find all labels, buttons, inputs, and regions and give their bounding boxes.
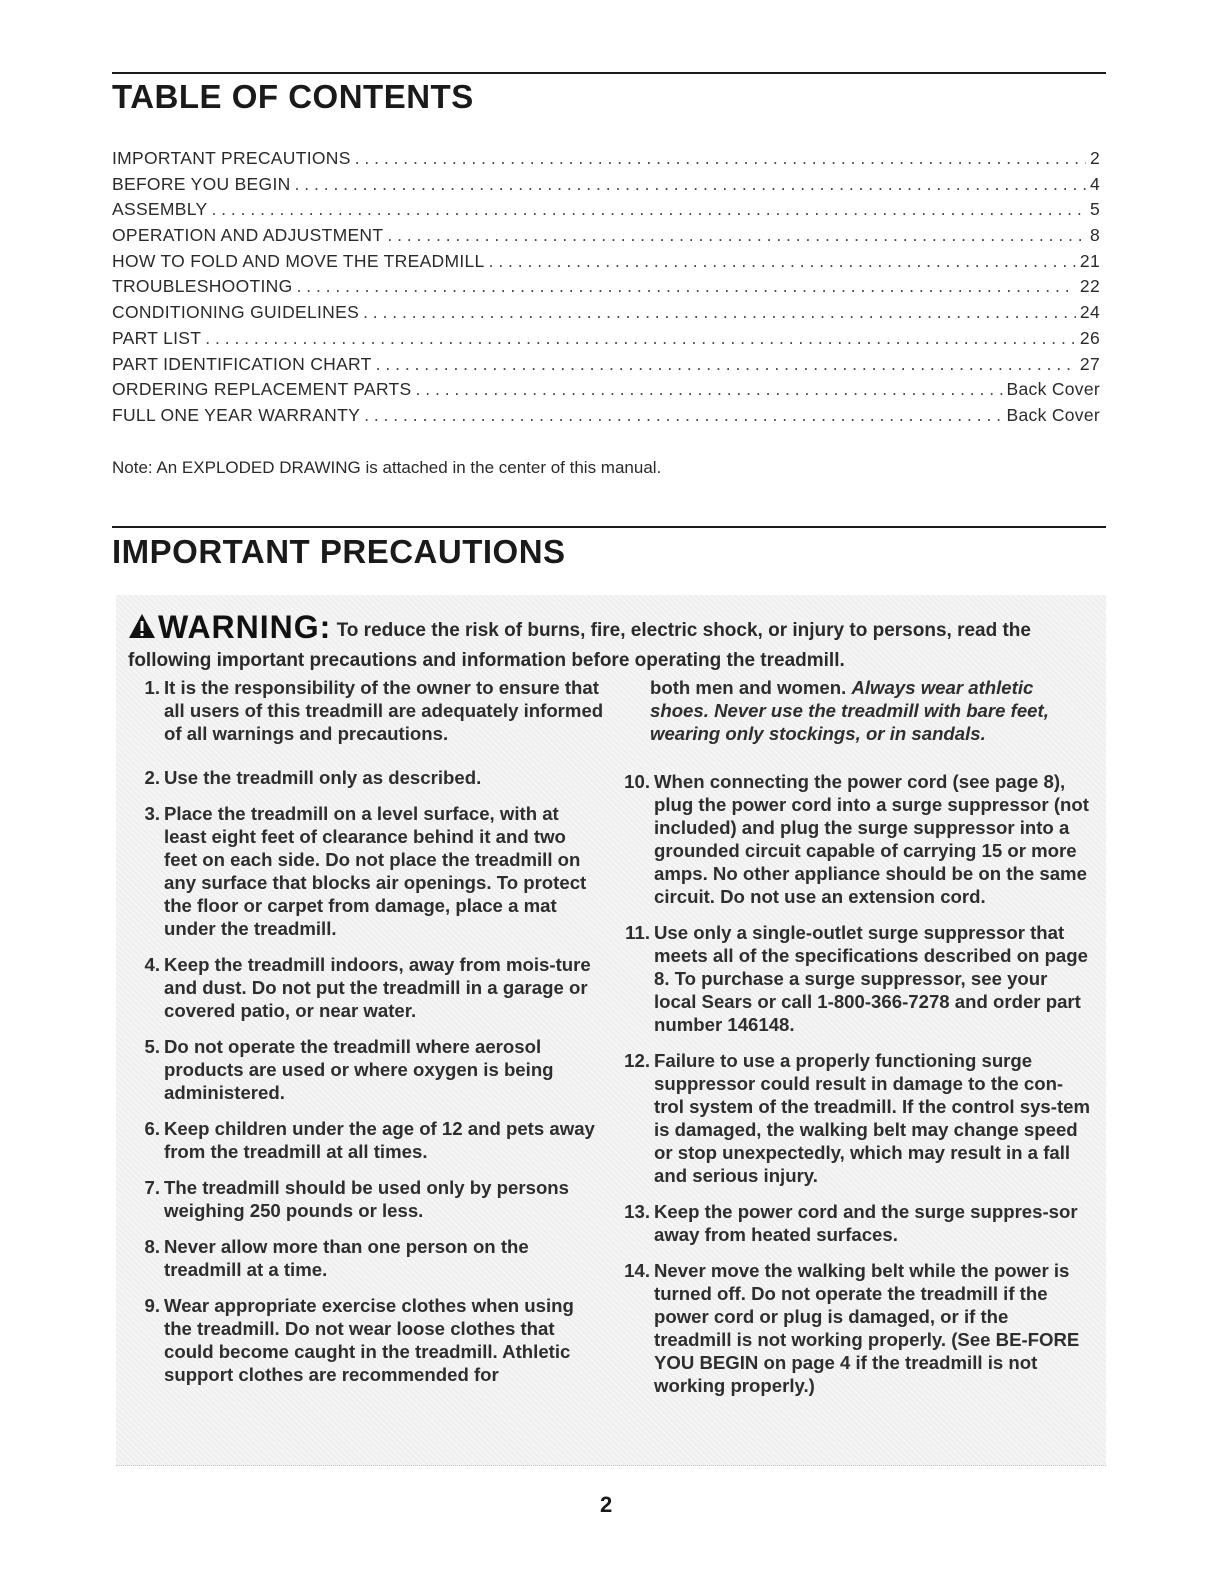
toc-entry[interactable]: [112, 251, 1100, 277]
table-of-contents: [112, 148, 1100, 431]
toc-entry-page: Back Cover: [1006, 379, 1100, 400]
item-number: 12.: [624, 1050, 650, 1071]
toc-entry-label: ORDERING REPLACEMENT PARTS: [112, 379, 412, 400]
item-text: Place the treadmill on a level surface, with at least eight feet of clearance behind it and two feet on each side. Do not place the treadmill on any surface that blocks air openings. To protect the floor or carpet from damage, place a mat under the treadmill.: [164, 803, 587, 939]
item-text: Never allow more than one person on the treadmill at a time.: [164, 1236, 529, 1280]
warning-text: To reduce the risk of burns, fire, electric shock, or injury to persons, read the following important precautions and information before operating the treadmill.: [128, 620, 1031, 671]
toc-entry-label: BEFORE YOU BEGIN: [112, 173, 291, 194]
item-text: Keep the treadmill indoors, away from mois-ture and dust. Do not put the treadmill in a garage or covered patio, or near water.: [164, 954, 591, 1021]
toc-entry-label: FULL ONE YEAR WARRANTY: [112, 404, 361, 425]
leader-dots: [376, 354, 1076, 375]
toc-entry-label: PART LIST: [112, 327, 202, 348]
precaution-item: [124, 676, 604, 745]
item-number: 10.: [624, 771, 650, 792]
item-number: 14.: [624, 1260, 650, 1281]
item-text: Wear appropriate exercise clothes when using the treadmill. Do not wear loose clothes that could become caught in the treadmill. Athletic support clothes are recommended for: [164, 1295, 574, 1385]
item-number: 9.: [144, 1295, 160, 1316]
warning-triangle-icon: [128, 613, 156, 639]
precaution-item: [124, 953, 604, 1022]
item-number: 13.: [624, 1201, 650, 1222]
precautions-title: IMPORTANT PRECAUTIONS: [112, 533, 566, 570]
precaution-item: [614, 1049, 1090, 1187]
item-text: It is the responsibility of the owner to ensure that all users of this treadmill are adequately informed of all warnings and precautions.: [164, 677, 604, 744]
item-text: Keep children under the age of 12 and pets away from the treadmill at all times.: [164, 1118, 595, 1162]
toc-entry-label: OPERATION AND ADJUSTMENT: [112, 225, 384, 246]
toc-entry-page: 2: [1089, 148, 1100, 168]
item-number: 6.: [144, 1118, 160, 1139]
item-number: 11.: [625, 922, 650, 943]
toc-entry-page: 5: [1089, 199, 1100, 220]
precaution-item: [124, 1035, 604, 1104]
toc-entry[interactable]: [112, 148, 1100, 174]
item-text: Do not operate the treadmill where aerosol products are used or where oxygen is being administered.: [164, 1036, 554, 1103]
toc-entry-label: HOW TO FOLD AND MOVE THE TREADMILL: [112, 250, 485, 271]
precaution-item: [614, 1200, 1090, 1246]
toc-entry-label: TROUBLESHOOTING: [112, 276, 293, 297]
item-number: 8.: [144, 1236, 160, 1257]
toc-entry-label: PART IDENTIFICATION CHART: [112, 353, 372, 374]
precaution-item: [124, 802, 604, 940]
toc-entry[interactable]: [112, 405, 1100, 431]
leader-dots: [489, 251, 1076, 272]
item-number: 1.: [144, 677, 160, 698]
precaution-item: [124, 766, 604, 789]
toc-entry[interactable]: [112, 379, 1100, 405]
toc-entry[interactable]: [112, 199, 1100, 225]
toc-entry-page: Back Cover: [1006, 404, 1100, 425]
item-9-continuation: [614, 676, 1090, 745]
toc-entry[interactable]: [112, 302, 1100, 328]
precautions-top-rule: [112, 526, 1106, 528]
toc-entry-page: 22: [1079, 276, 1100, 297]
item-number: 4.: [144, 954, 160, 975]
precaution-item: [614, 770, 1090, 908]
toc-entry-page: 26: [1079, 327, 1100, 348]
toc-entry-page: 4: [1089, 173, 1100, 194]
leader-dots: [364, 405, 1002, 426]
toc-entry-page: 8: [1089, 225, 1100, 246]
item-number: 5.: [144, 1036, 160, 1057]
toc-entry-label: ASSEMBLY: [112, 199, 208, 220]
precautions-left-column: [124, 676, 604, 1399]
item-number: 3.: [144, 803, 160, 824]
toc-entry-page: 27: [1079, 353, 1100, 374]
item-9-cont-plain: both men and women.: [650, 677, 847, 698]
warning-statement: [128, 609, 1098, 676]
item-text: Use only a single-outlet surge suppressor that meets all of the specifications described on page 8. To purchase a surge suppressor, see your local Sears or call 1-800-366-7278 and order part number 146148.: [654, 922, 1088, 1035]
precaution-item: [124, 1294, 604, 1386]
item-text: The treadmill should be used only by persons weighing 250 pounds or less.: [164, 1177, 570, 1221]
leader-dots: [387, 225, 1086, 246]
toc-entry-page: 21: [1079, 250, 1100, 271]
leader-dots: [211, 199, 1086, 220]
precaution-item: [124, 1235, 604, 1281]
toc-entry[interactable]: [112, 225, 1100, 251]
item-number: 2.: [144, 767, 160, 788]
item-text: Never move the walking belt while the power is turned off. Do not operate the treadmill if the power cord or plug is damaged, or if the treadmill is not working properly. (See BE-FORE YOU BEGIN on page 4 if the treadmill is not working properly.): [654, 1260, 1080, 1396]
leader-dots: [205, 328, 1076, 349]
toc-entry-label: CONDITIONING GUIDELINES: [112, 302, 360, 323]
precaution-item: [614, 921, 1090, 1036]
item-text: When connecting the power cord (see page 8), plug the power cord into a surge suppressor (not included) and plug the surge suppressor into a grounded circuit capable of carrying 15 or more amps. No other appliance should be on the same circuit. Do not use an extension cord.: [654, 771, 1089, 907]
item-text: Use the treadmill only as described.: [164, 767, 482, 788]
page-number: 2: [600, 1492, 613, 1517]
warning-word: WARNING:: [158, 609, 332, 645]
exploded-drawing-note: Note: An EXPLODED DRAWING is attached in the center of this manual.: [112, 458, 662, 477]
leader-dots: [363, 302, 1076, 323]
precaution-item: [124, 1176, 604, 1222]
toc-entry-label: IMPORTANT PRECAUTIONS: [112, 148, 351, 168]
toc-entry[interactable]: [112, 276, 1100, 302]
leader-dots: [295, 174, 1086, 195]
toc-entry[interactable]: [112, 174, 1100, 200]
toc-entry-page: 24: [1079, 302, 1100, 323]
toc-entry[interactable]: [112, 354, 1100, 380]
toc-entry[interactable]: [112, 328, 1100, 354]
precaution-item: [124, 1117, 604, 1163]
toc-title: TABLE OF CONTENTS: [112, 78, 474, 115]
toc-top-rule: [112, 72, 1106, 74]
item-number: 7.: [144, 1177, 160, 1198]
precaution-item: [614, 1259, 1090, 1397]
leader-dots: [297, 276, 1076, 297]
item-text: Failure to use a properly functioning surge suppressor could result in damage to the con-trol system of the treadmill. If the control sys-tem is damaged, the walking belt may change speed or stop unexpectedly, which may result in a fall and serious injury.: [654, 1050, 1091, 1186]
leader-dots: [355, 148, 1086, 169]
precautions-right-column: [614, 676, 1090, 1410]
leader-dots: [416, 379, 1003, 400]
item-text: Keep the power cord and the surge suppres-sor away from heated surfaces.: [654, 1201, 1078, 1245]
item-9-cont-italic: Always wear athletic shoes. Never use the treadmill with bare feet, wearing only stockings, or in sandals.: [650, 677, 1049, 744]
